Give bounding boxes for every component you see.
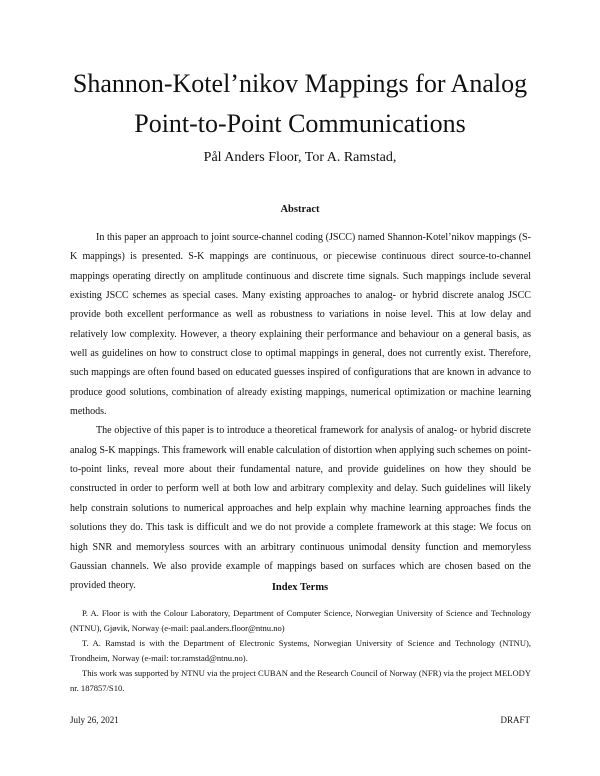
arxiv-stamp-graphic [8, 210, 54, 630]
abstract-heading: Abstract [280, 204, 320, 215]
paper-authors: Pål Anders Floor, Tor A. Ramstad, [203, 150, 397, 165]
arxiv-identifier-stamp [8, 210, 54, 630]
paper-title [70, 64, 530, 144]
arxiv-stamp-text [0, 271, 1, 569]
paper-title-line-2: Point-to-Point Communications [134, 109, 466, 138]
footnote-funding: This work was supported by NTNU via the project CUBAN and the Research Council of Norway (NFR) via the project MELODY nr. 187857/S10. [70, 668, 531, 693]
author-footnotes [70, 606, 531, 696]
footnote-ramstad: T. A. Ramstad is with the Department of Electronic Systems, Norwegian University of Science and Technology (NTNU), Trondheim, Norway (e-mail: tor.ramstad@ntnu.no). [70, 638, 531, 663]
footnote-floor: P. A. Floor is with the Colour Laboratory, Department of Computer Science, Norwegian University of Science and Technology (NTNU), Gjøvik, Norway (e-mail: paal.anders.floor@ntnu.no) [70, 608, 531, 633]
paper-title-line-1: Shannon-Kotel’nikov Mappings for Analog [72, 69, 528, 98]
index-terms-heading: Index Terms [271, 582, 329, 593]
footer-draft-label: DRAFT [500, 715, 530, 725]
abstract-paragraph-2: The objective of this paper is to introduce a theoretical framework for analysis of analog- or hybrid discrete analog S-K mappings. This framework will enable calculation of distortion when applying such schemes on point-to-point links, reveal more about their fundamental nature, and provide guidelines on how they should be constructed in order to perform well at both low and arbitrary complexity and delay. Such guidelines will likely help constrain solutions to numerical approaches and help explain why machine learning approaches finds the solutions they do. This task is difficult and we do not provide a complete framework at this stage: We focus on high SNR and memoryless sources with an arbitrary continuous unimodal density function and memoryless Gaussian channels. We also provide example of mappings based on surfaces which are chosen based on the provided theory. [70, 425, 531, 592]
abstract-body [70, 228, 531, 596]
footer-date: July 26, 2021 [70, 715, 119, 725]
abstract-paragraph-1: In this paper an approach to joint source-channel coding (JSCC) named Shannon-Kotel’nikov mappings (S-K mappings) is presented. S-K mappings are continuous, or piecewise continuous direct source-to-channel mappings operating directly on amplitude continuous and discrete time signals. Such mappings include several existing JSCC schemes as special cases. Many existing approaches to analog- or hybrid discrete analog JSCC provide both excellent performance as well as robustness to variations in noise level. This at low delay and relatively low complexity. However, a theory explaining their performance and behaviour on a general basis, as well as guidelines on how to construct close to optimal mappings in general, does not currently exist. Therefore, such mappings are often found based on educated guesses inspired of configurations that are known in advance to produce good solutions, combination of already existing mappings, numerical optimization or machine learning methods. [70, 232, 531, 418]
